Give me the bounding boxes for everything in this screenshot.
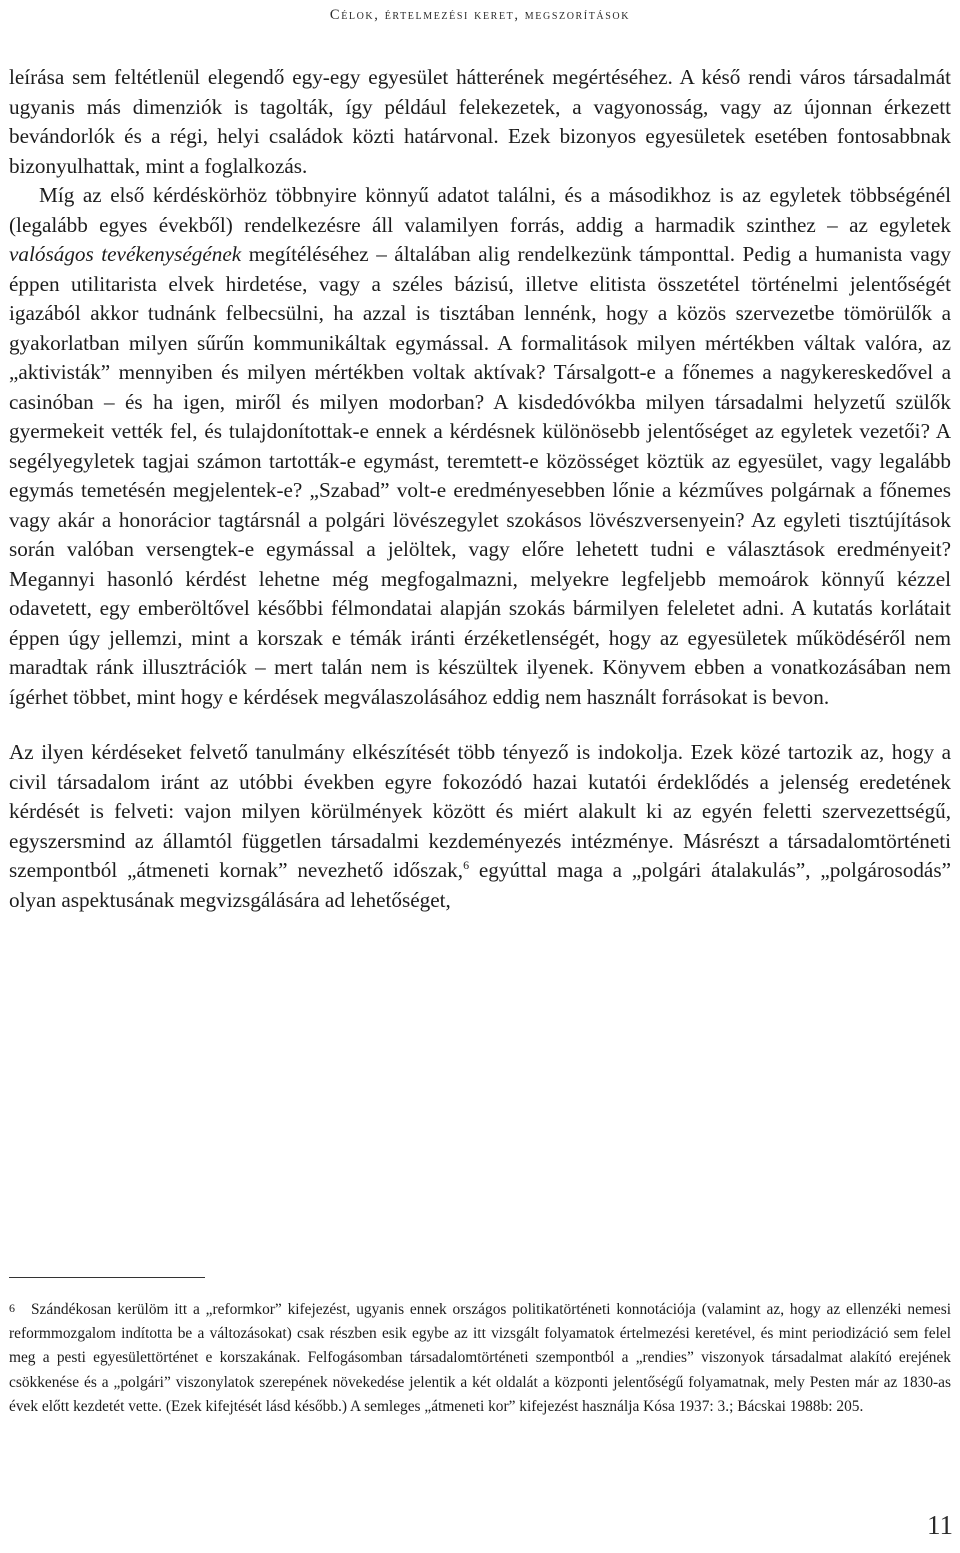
- paragraph: leírása sem feltétlenül elegendő egy-egy egyesület hátterének megértéséhez. A késő rendi város társadalmát ugyanis más dimenziók is tagolták, így például felekezetek, a vagyonosság, vagy az újonnan érkezett bevándorlók és a régi, helyi családok közti határvonal. Ezek bizonyos egyesületek esetében fontosabbnak bizonyulhattak, mint a foglalkozás.: [9, 65, 951, 178]
- footnote-body: Szándékosan kerülöm itt a „reformkor” kifejezést, ugyanis ennek országos politikatörténeti konnotációja (valamint az, hogy az ellenzéki nemesi reformmozgalom indította be a változásokat) csak részben esik egybe az itt vizsgált folyamatok értelmezési keretével, és mint periodizáció sem felel meg a pesti egyesülettörténet e korszakának. Felfogásomban társadalomtörténeti szempontból a „rendies” viszonyok társadalmat alakító erejének csökkenése és a „polgári” viszonylatok szerepének növekedése jelentik a két oldalát a központi jelentőségű folyamatnak, mely Pesten már az 1830-as évek előtt kezdetét vette. (Ezek kifejtését lásd később.) A semleges „átmeneti kor” kifejezést használja Kósa 1937: 3.; Bácskai 1988b: 205.: [9, 1301, 951, 1415]
- paragraph-text: egyúttal maga a „polgári átalakulás”, „polgárosodás” olyan aspektusának megvizsgálására ad lehetőséget,: [9, 858, 951, 912]
- main-text: [9, 63, 951, 915]
- page-number: 11: [927, 1510, 953, 1540]
- paragraph: [9, 181, 951, 712]
- footnote-text: [9, 1296, 951, 1419]
- paragraph: [9, 738, 951, 915]
- running-header: Célok, értelmezési keret, megszorítások: [329, 7, 631, 23]
- footnote: [9, 1296, 951, 1419]
- footnote-separator: [9, 1277, 205, 1278]
- emphasis: valóságos tevékenységének: [9, 242, 242, 266]
- paragraph-text: Míg az első kérdéskörhöz többnyire könnyű adatot találni, és a másodikhoz is az egyletek többségénél (legalább egyes évekből) rendelkezésre áll valamilyen forrás, addig a harmadik szinthez – az egyletek: [9, 183, 951, 237]
- footnote-number: 6: [9, 1301, 15, 1315]
- paragraph-text: Az ilyen kérdéseket felvető tanulmány elkészítését több tényező is indokolja. Ezek közé tartozik az, hogy a civil társadalom iránt az utóbbi években egyre fokozódó hazai kutatói érdeklődés a jelenség eredetének kérdését is felveti: vajon milyen körülmények között és miért alakult ki az egyén feletti szervezettségű, egyszersmind az államtól független társadalmi kezdeményezés intézménye. Másrészt a társadalomtörténeti szempontból „átmeneti kornak” nevezhető időszak,: [9, 740, 951, 882]
- footnote-reference[interactable]: 6: [463, 857, 470, 872]
- paragraph-text: megítéléséhez – általában alig rendelkezünk támponttal. Pedig a humanista vagy éppen utilitarista elvek hirdetése, vagy a széles bázisú, illetve elitista összetétel történelmi jelentőségét igazából akkor tudnánk felbecsülni, ha azzal is tisztában lennénk, hogy a közös szervezetbe tömörülők a gyakorlatban milyen sűrűn kommunikáltak egymással. A formalitások milyen mértékben váltak valóra, az „aktivisták” mennyiben és milyen mértékben voltak aktívak? Társalgott-e a főnemes a nagykereskedővel a casinóban – és ha igen, miről és milyen modorban? A kisdedóvókba milyen társadalmi helyzetű szülők gyermekeit vették fel, és tulajdonítottak-e ennek a kérdésnek különösebb jelentőséget az egyletek vezetői? A segélyegyletek tagjai számon tartották-e egymást, teremtett-e közösséget köztük az egyesület, vagy legalább egymás temetésén megjelentek-e? „Szabad” volt-e eredményesebben lőnie a kézműves polgárnak a főnemes vagy akár a honorácior tagtársnál a polgári lövészegylet szokásos lövészversenyein? Az egyleti tisztújítások során valóban versengtek-e egymással a jelöltek, vagy előre lehetett tudni e választások eredményeit? Megannyi hasonló kérdést lehetne még megfogalmazni, melyekre legfeljebb memoárok könnyű kézzel odavetett, egy emberöltővel későbbi félmondatai alapján szokás bármilyen feleletet adni. A kutatás korlátait éppen úgy jellemzi, mint a korszak e témák iránti érzéketlenségét, hogy az egyesületek működéséről nem maradtak ránk illusztrációk – mert talán nem is készültek ilyenek. Könyvem ebben a vonatkozásában nem ígérhet többet, mint hogy e kérdések megválaszolásához eddig nem használt forrásokat is bevon.: [9, 242, 951, 709]
